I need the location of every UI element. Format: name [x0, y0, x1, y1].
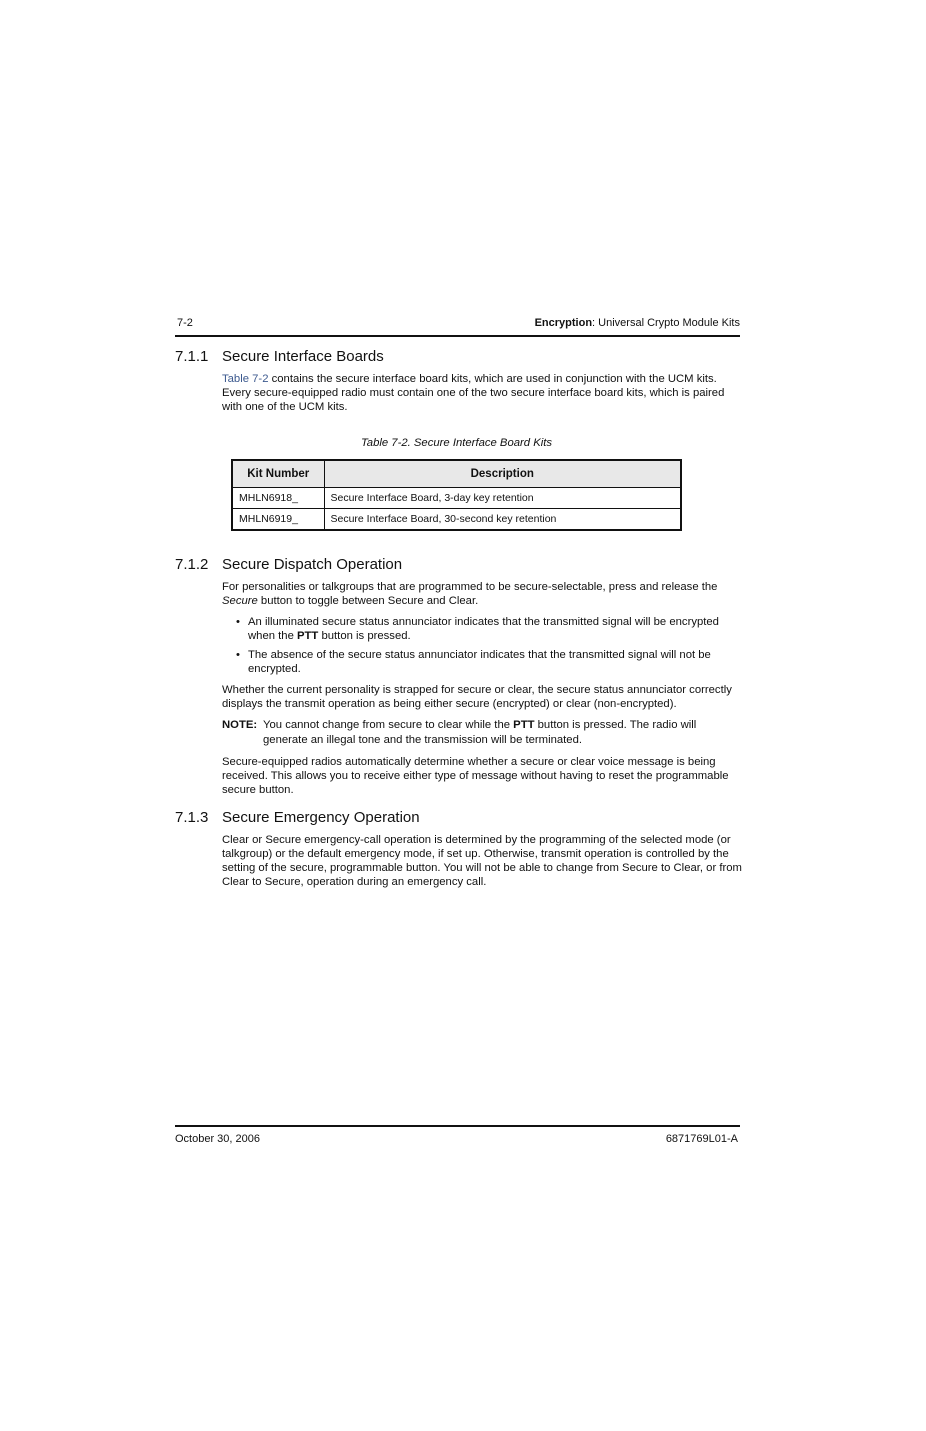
section-number: 7.1.3 [175, 809, 209, 826]
kit-number-cell: MHLN6918_ [232, 488, 324, 509]
bullet-icon: • [236, 649, 240, 661]
footer-doc-number: 6871769L01-A [665, 1133, 738, 1145]
kit-number-cell: MHLN6919_ [232, 509, 324, 531]
description-cell: Secure Interface Board, 3-day key retention [324, 488, 681, 509]
description-cell: Secure Interface Board, 30-second key retention [324, 509, 681, 531]
emphasis-text: Secure [222, 595, 258, 607]
footer-date: October 30, 2006 [175, 1133, 261, 1145]
header-chapter: Encryption [534, 317, 593, 329]
bullet-text-part: button is pressed. [318, 630, 411, 642]
bullet-text-part: An illuminated secure status annunciator indicates that the transmitted signal will be encrypted when the [248, 616, 719, 642]
table-row [232, 488, 681, 509]
paragraph-text: button to toggle between Secure and Clear. [257, 595, 479, 607]
section-number: 7.1.1 [175, 348, 209, 365]
column-header-kit-number: Kit Number [232, 460, 324, 488]
header-rule [175, 335, 740, 337]
table-reference-link[interactable]: Table 7-2 [222, 373, 269, 385]
table-caption: Table 7-2. Secure Interface Board Kits [360, 437, 553, 449]
section-number: 7.1.2 [175, 556, 209, 573]
note-text-part: You cannot change from secure to clear while the [263, 719, 514, 731]
paragraph-text: For personalities or talkgroups that are programmed to be secure-selectable, press and release the [222, 581, 718, 593]
running-header [175, 316, 740, 336]
footer-rule [175, 1125, 740, 1127]
note [222, 718, 742, 748]
section-title: Secure Interface Boards [222, 348, 384, 365]
ptt-bold-text: PTT [513, 719, 535, 731]
paragraph [222, 580, 742, 608]
header-title [535, 317, 740, 329]
bullet-text [248, 615, 741, 643]
table-header-row [232, 460, 681, 488]
column-header-description: Description [324, 460, 681, 488]
paragraph: Whether the current personality is strapped for secure or clear, the secure status annunciator correctly displays the transmit operation as being either secure (encrypted) or clear (non-encrypted). [222, 684, 732, 710]
ptt-bold-text: PTT [297, 630, 319, 642]
bullet-item [236, 648, 741, 676]
note-text-part: button is pressed. The radio will generate an illegal tone and the transmission will be terminated. [263, 719, 697, 746]
paragraph-text: contains the secure interface board kits, which are used in conjunction with the UCM kits. Every secure-equipped radio must contain one of the two secure interface board kits, which is paired with one of the UCM kits. [222, 373, 725, 413]
kits-table [231, 459, 682, 531]
note-label: NOTE: [222, 719, 258, 731]
paragraph [222, 372, 742, 414]
bullet-item [236, 615, 741, 643]
page-number: 7-2 [177, 317, 193, 329]
bullet-icon: • [236, 616, 240, 628]
header-title-rest: : Universal Crypto Module Kits [592, 317, 740, 329]
paragraph: Secure-equipped radios automatically determine whether a secure or clear voice message is being received. This allows you to receive either type of message without having to reset the programmable secure button. [222, 756, 729, 796]
note-text [263, 718, 742, 748]
paragraph: Clear or Secure emergency-call operation is determined by the programming of the selected mode (or talkgroup) or the default emergency mode, if set up. Otherwise, transmit operation is controlled by the setting of the secure, programmable button. You will not be able to change from Secure to Clear, or from Clear to Secure, operation during an emergency call. [222, 834, 742, 888]
section-title: Secure Emergency Operation [222, 809, 420, 826]
table-row [232, 509, 681, 531]
section-title: Secure Dispatch Operation [222, 556, 403, 573]
bullet-text: The absence of the secure status annunciator indicates that the transmitted signal will not be encrypted. [248, 649, 711, 675]
